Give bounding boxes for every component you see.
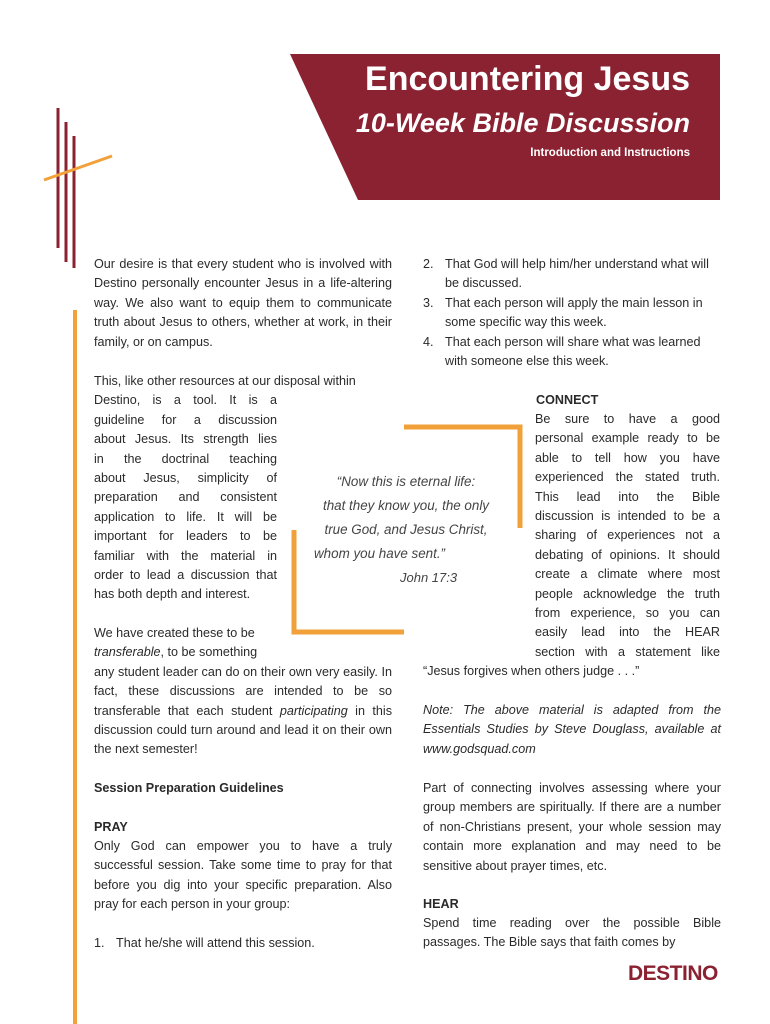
text-line: in the doctrinal teaching [94,451,277,466]
list-item: 4. That each person will share what was learned with someone else this week. [423,334,701,369]
connect-heading: CONNECT [536,393,599,407]
text-line: guideline for a discussion [94,412,277,427]
text-line: This lead into the Bible [535,489,720,504]
destino-logo: DESTINO [628,962,718,985]
text-line: from experience, so you can [535,606,720,621]
page-tagline: Introduction and Instructions [530,147,690,159]
text-line: discussion is intended to be a [535,509,720,524]
pull-quote: “Now this is eternal life: that they know you, the only true God, and Jesus Christ, whom you have sent.” [314,474,489,561]
text-line: experienced the stated truth. [535,470,720,485]
text-line: has both depth and interest. [94,587,251,602]
text-line: important for leaders to be [94,529,277,544]
prayer-items-continued [423,255,721,371]
orange-diagonal-line [44,156,112,180]
text-line: preparation and consistent [94,490,277,505]
page-title: Encountering Jesus [365,60,690,98]
list-item: 3. That each person will apply the main lesson in some specific way this week. [423,295,703,330]
text-line: sharing of experiences not a [535,528,720,543]
pray-text: Only God can empower you to have a truly successful session. Take some time to pray for that before you dig into your specific preparation. Also pray for each person in your group: [94,839,392,912]
intro-paragraph-3: We have created these to be transferable, to be something any student leader can do on their own very easily. In fact, these discussions are intended to be so transferable that each student participating in this discussion could turn around and lead it on their own the next semester! [94,626,392,757]
text-line: about Jesus. Its strength lies [94,432,277,447]
text-line: debating of opinions. It should [535,547,720,562]
connect-note: Note: The above material is adapted from the Essentials Studies by Steve Douglass, available at www.godsquad.com [423,703,721,756]
text-line: able to tell how you have [535,450,720,465]
list-item: 2. That God will help him/her understand what will be discussed. [423,257,709,291]
text-line: easily lead into the HEAR [535,625,720,640]
quote-reference: John 17:3 [400,570,458,585]
text-line: personal example ready to be [535,431,720,446]
text-line: Be sure to have a good [535,412,720,426]
text-line: familiar with the material in [94,548,277,563]
intro-paragraph-1: Our desire is that every student who is involved with Destino personally encounter Jesus in a life-altering way. We also want to equip them to communicate truth about Jesus to others, whether at work, in their family, or on campus. [94,257,392,349]
text-line: create a climate where most [535,567,720,582]
pray-heading: PRAY [94,820,128,834]
text-line: This, like other resources at our disposal within [94,374,356,388]
connect-text [535,410,720,662]
hear-heading: HEAR [423,897,459,911]
text-line: Destino, is a tool. It is a [94,393,277,408]
text-line: application to life. It will be [94,509,277,524]
text-line: section with a statement like [535,644,720,659]
connect-paragraph-2: Part of connecting involves assessing where your group members are spiritually. If there are a number of non-Christians present, your whole session may contain more explanation and may need to be sensitive about prayer times, etc. [423,781,721,873]
hear-text: Spend time reading over the possible Bible passages. The Bible says that faith comes by [423,916,721,950]
text-line: about Jesus, simplicity of [94,471,277,486]
page-subtitle: 10-Week Bible Discussion [355,108,690,138]
prayer-item-1: 1. That he/she will attend this session. [94,936,315,950]
connect-last-line: “Jesus forgives when others judge . . .” [423,664,640,678]
text-line: people acknowledge the truth [535,586,720,601]
text-line: order to lead a discussion that [94,568,277,583]
guidelines-heading: Session Preparation Guidelines [94,781,284,795]
